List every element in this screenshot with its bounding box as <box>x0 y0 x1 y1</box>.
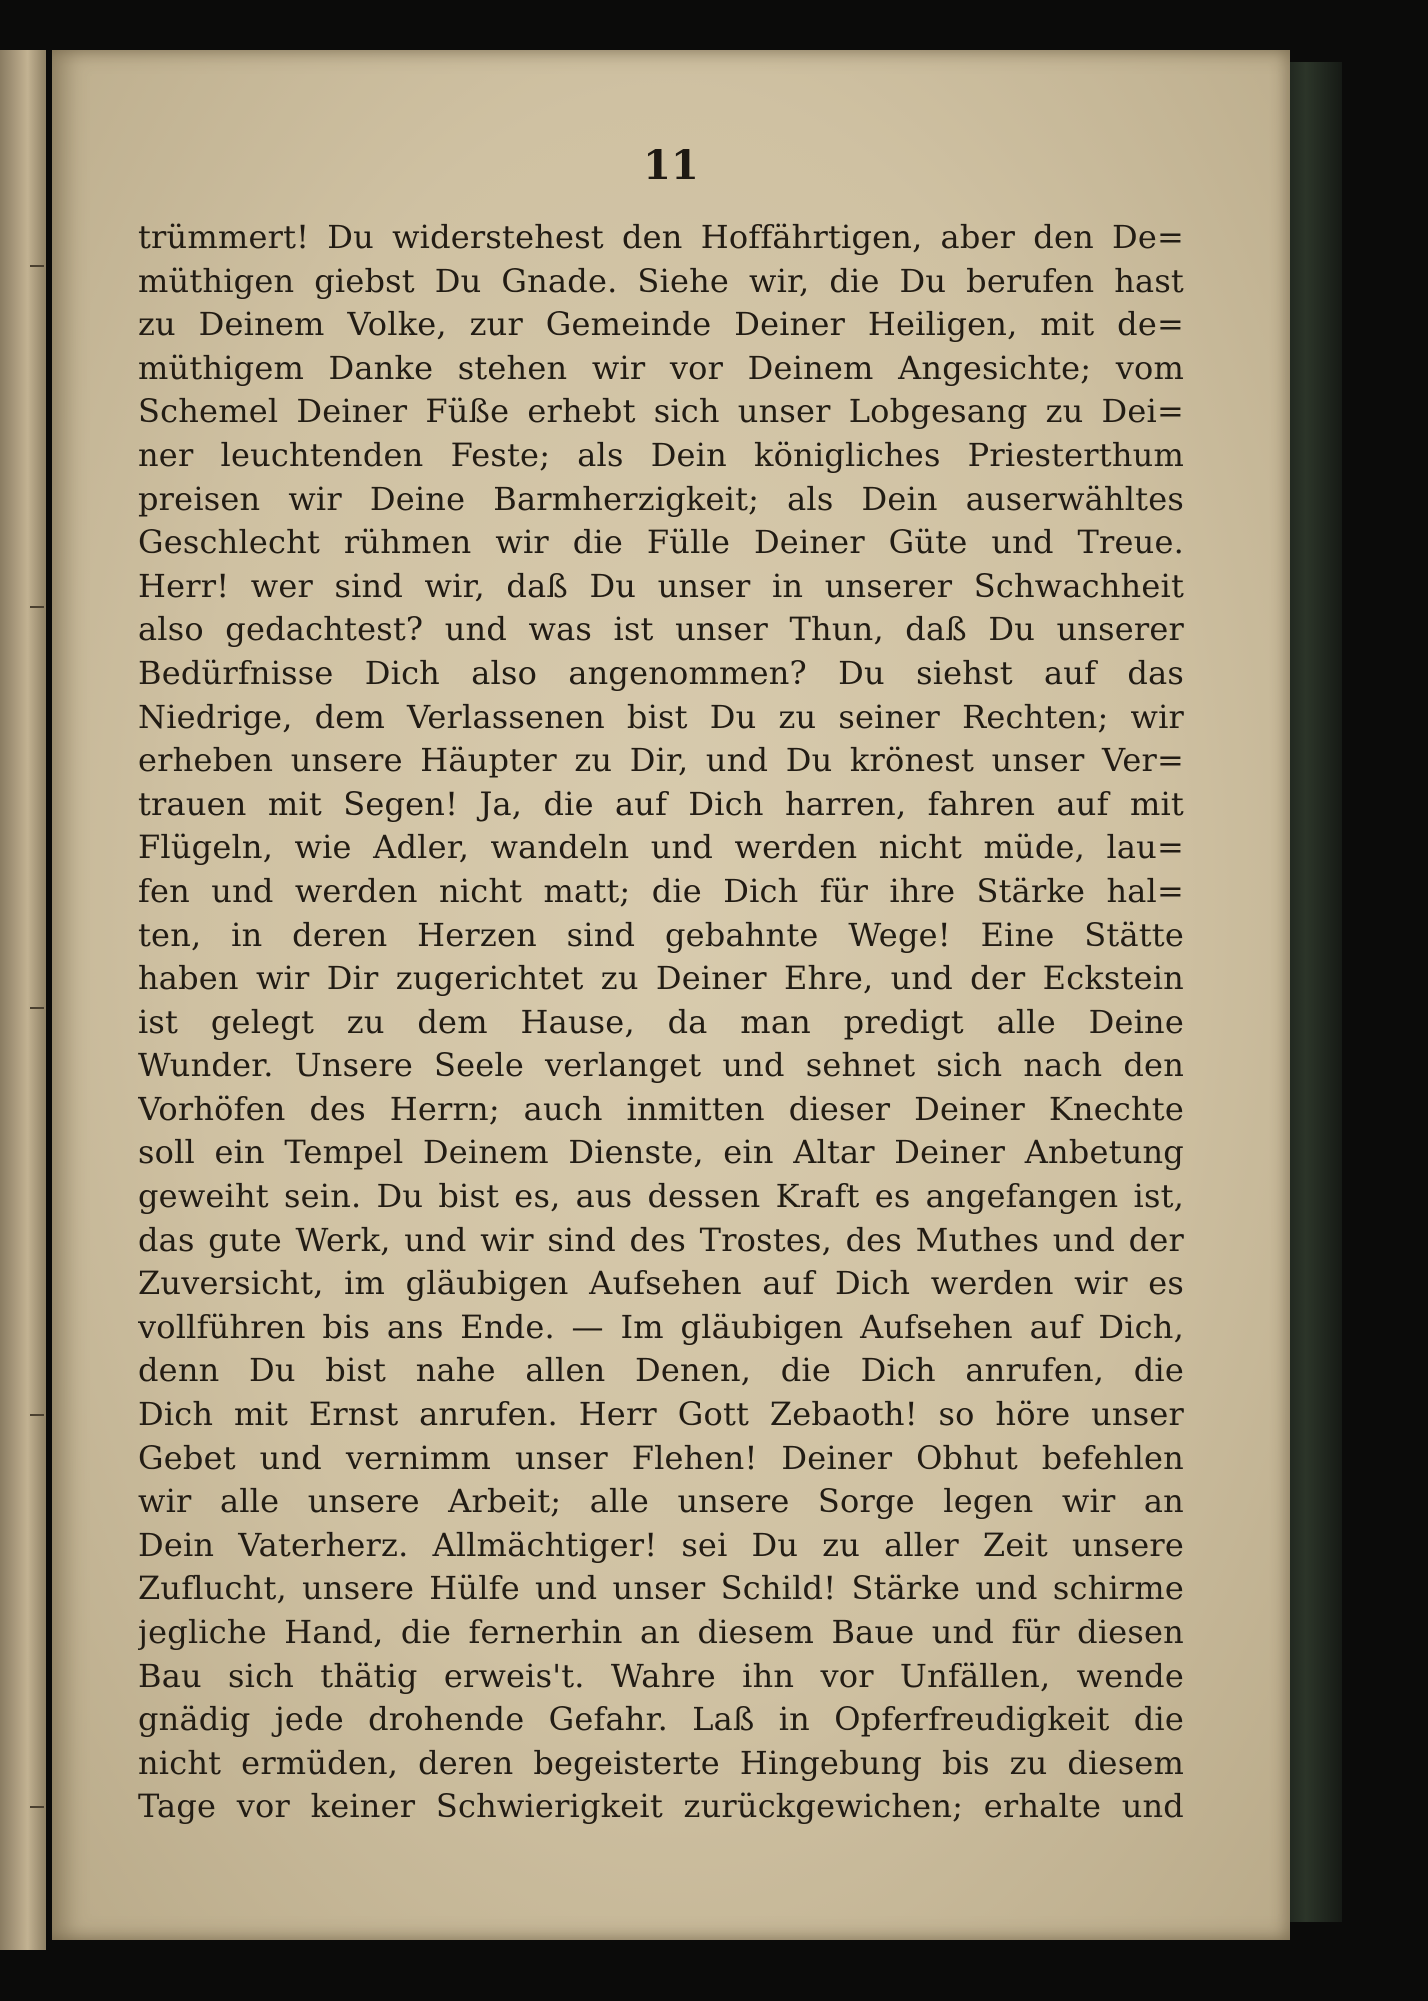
text-line: müthigen giebst Du Gnade. Siehe wir, die Du berufen hast <box>138 261 1184 300</box>
text-line: müthigem Danke stehen wir vor Deinem Angesichte; vom <box>138 348 1184 387</box>
text-line: trümmert! Du widerstehest den Hoffährtigen, aber den De= <box>138 218 1184 256</box>
text-line: Gebet und vernimm unser Flehen! Deiner Obhut befehlen <box>138 1438 1184 1477</box>
text-line: Niedrige, dem Verlassenen bist Du zu seiner Rechten; wir <box>138 697 1184 736</box>
text-line: ten, in deren Herzen sind gebahnte Wege! Eine Stätte <box>138 915 1184 954</box>
text-line: also gedachtest? und was ist unser Thun, daß Du unserer <box>138 610 1184 649</box>
book-page <box>52 50 1290 1940</box>
text-line: Vorhöfen des Herrn; auch inmitten dieser Deiner Knechte <box>138 1089 1184 1128</box>
text-line: Tage vor keiner Schwierigkeit zurückgewichen; erhalte und <box>138 1787 1184 1826</box>
text-line: Schemel Deiner Füße erhebt sich unser Lobgesang zu Dei= <box>138 392 1184 431</box>
text-line: zu Deinem Volke, zur Gemeinde Deiner Heiligen, mit de= <box>138 305 1184 344</box>
text-line: haben wir Dir zugerichtet zu Deiner Ehre, und der Eckstein <box>138 959 1184 998</box>
text-line: denn Du bist nahe allen Denen, die Dich anrufen, die <box>138 1351 1184 1390</box>
text-line: jegliche Hand, die fernerhin an diesem Baue und für diesen <box>138 1613 1184 1651</box>
page-number: 11 <box>643 142 699 189</box>
text-line: Wunder. Unsere Seele verlanget und sehnet sich nach den <box>138 1046 1184 1085</box>
text-line: trauen mit Segen! Ja, die auf Dich harren, fahren auf mit <box>138 784 1184 823</box>
page-edge-marks <box>28 50 46 1950</box>
text-line: vollführen bis ans Ende. — Im gläubigen Aufsehen auf Dich, <box>138 1307 1184 1346</box>
body-text <box>138 216 1184 1829</box>
text-line: Zuflucht, unsere Hülfe und unser Schild! Stärke und schirme <box>138 1569 1184 1608</box>
text-line: das gute Werk, und wir sind des Trostes, des Muthes und der <box>138 1220 1184 1259</box>
text-line: fen und werden nicht matt; die Dich für ihre Stärke hal= <box>138 871 1184 910</box>
text-line: geweiht sein. Du bist es, aus dessen Kraft es angefangen ist, <box>138 1177 1184 1216</box>
text-line: Flügeln, wie Adler, wandeln und werden nicht müde, lau= <box>138 828 1184 867</box>
text-line: gnädig jede drohende Gefahr. Laß in Opferfreudigkeit die <box>138 1700 1184 1739</box>
text-line: ist gelegt zu dem Hause, da man predigt alle Deine <box>138 1002 1184 1041</box>
text-line: soll ein Tempel Deinem Dienste, ein Altar Deiner Anbetung <box>138 1133 1184 1172</box>
text-line: nicht ermüden, deren begeisterte Hingebung bis zu diesem <box>138 1743 1184 1782</box>
text-line: Dich mit Ernst anrufen. Herr Gott Zebaoth! so höre unser <box>138 1395 1184 1434</box>
facing-page-edge <box>0 50 46 1950</box>
text-line: Dein Vaterherz. Allmächtiger! sei Du zu aller Zeit unsere <box>138 1525 1184 1564</box>
text-line: Herr! wer sind wir, daß Du unser in unserer Schwachheit <box>138 566 1184 605</box>
text-line: Zuversicht, im gläubigen Aufsehen auf Dich werden wir es <box>138 1264 1184 1303</box>
text-line: Bau sich thätig erweis't. Wahre ihn vor Unfällen, wende <box>138 1656 1184 1695</box>
text-line: Bedürfnisse Dich also angenommen? Du siehst auf das <box>138 653 1184 692</box>
text-line: wir alle unsere Arbeit; alle unsere Sorge legen wir an <box>138 1482 1184 1521</box>
text-line: erheben unsere Häupter zu Dir, und Du krönest unser Ver= <box>138 741 1184 780</box>
text-line: ner leuchtenden Feste; als Dein königliches Priesterthum <box>138 435 1184 474</box>
text-line: Geschlecht rühmen wir die Fülle Deiner Güte und Treue. <box>138 523 1184 562</box>
book-spine <box>1282 62 1342 1922</box>
text-line: preisen wir Deine Barmherzigkeit; als Dein auserwähltes <box>138 479 1184 518</box>
